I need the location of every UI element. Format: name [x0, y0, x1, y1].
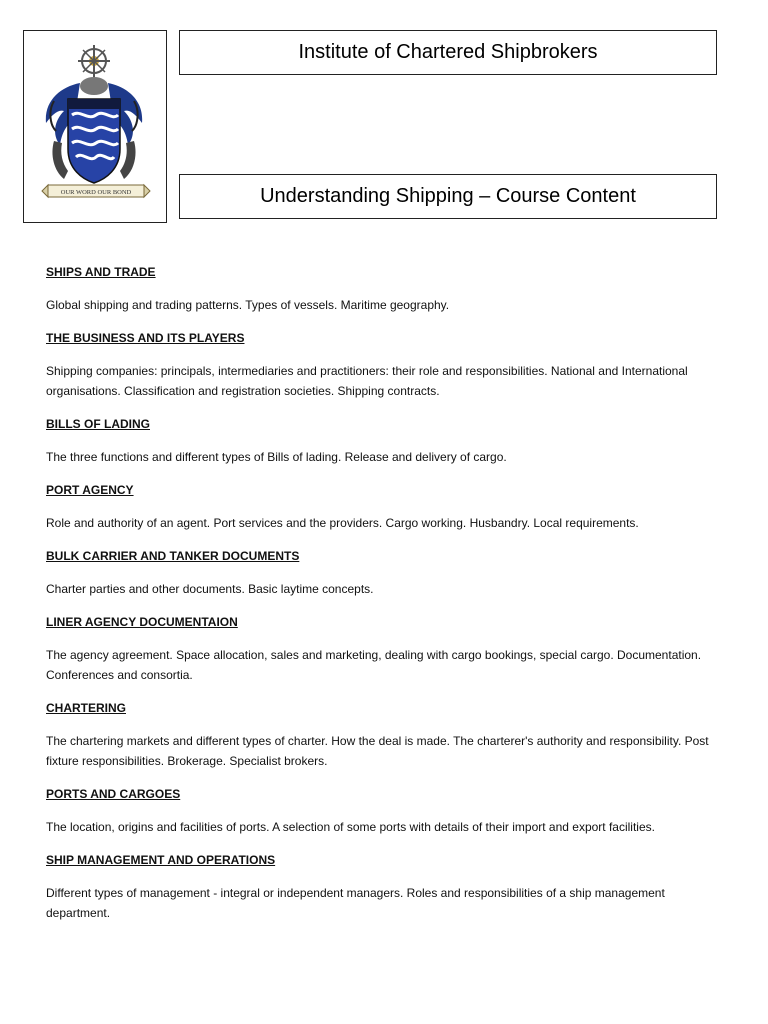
coat-of-arms-logo — [24, 31, 168, 224]
page-subtitle: Understanding Shipping – Course Content — [179, 174, 717, 219]
section-heading: BILLS OF LADING — [46, 417, 150, 431]
section-body: Role and authority of an agent. Port services and the providers. Cargo working. Husbandry. Local requirements. — [46, 516, 639, 530]
section-heading: PORT AGENCY — [46, 483, 134, 497]
section-body: The agency agreement. Space allocation, sales and marketing, dealing with cargo bookings, special cargo. Documentation. Conferences and consortia. — [46, 648, 702, 682]
section-heading: LINER AGENCY DOCUMENTAION — [46, 615, 238, 629]
section-body: Different types of management - integral or independent managers. Roles and responsibilities of a ship management department. — [46, 886, 665, 920]
section-chartering — [46, 698, 726, 771]
section-body: The three functions and different types of Bills of lading. Release and delivery of cargo. — [46, 450, 507, 464]
section-heading: SHIP MANAGEMENT AND OPERATIONS — [46, 853, 276, 867]
section-ships-and-trade — [46, 262, 726, 315]
section-port-agency — [46, 480, 726, 533]
logo-motto: OUR WORD OUR BOND — [60, 189, 132, 196]
section-body: Charter parties and other documents. Basic laytime concepts. — [46, 582, 374, 596]
section-body: The chartering markets and different types of charter. How the deal is made. The charterer's authority and responsibility. Post fixture responsibilities. Brokerage. Specialist brokers. — [46, 734, 709, 768]
page-title: Institute of Chartered Shipbrokers — [179, 30, 717, 75]
section-liner-agency — [46, 612, 726, 685]
course-content — [46, 262, 726, 936]
section-heading: CHARTERING — [46, 701, 126, 715]
section-heading: PORTS AND CARGOES — [46, 787, 181, 801]
section-business-and-players — [46, 328, 726, 401]
section-heading: SHIPS AND TRADE — [46, 265, 156, 279]
section-heading: THE BUSINESS AND ITS PLAYERS — [46, 331, 245, 345]
section-body: Global shipping and trading patterns. Types of vessels. Maritime geography. — [46, 298, 450, 312]
section-ports-and-cargoes — [46, 784, 726, 837]
section-bills-of-lading — [46, 414, 726, 467]
logo-box — [23, 30, 167, 223]
section-body: Shipping companies: principals, intermediaries and practitioners: their role and responsibilities. National and International organisations. Classification and registration societies. Shipping contracts. — [46, 364, 688, 398]
section-ship-management — [46, 850, 726, 923]
section-bulk-carrier-tanker — [46, 546, 726, 599]
section-body: The location, origins and facilities of ports. A selection of some ports with details of their import and export facilities. — [46, 820, 655, 834]
section-heading: BULK CARRIER AND TANKER DOCUMENTS — [46, 549, 300, 563]
